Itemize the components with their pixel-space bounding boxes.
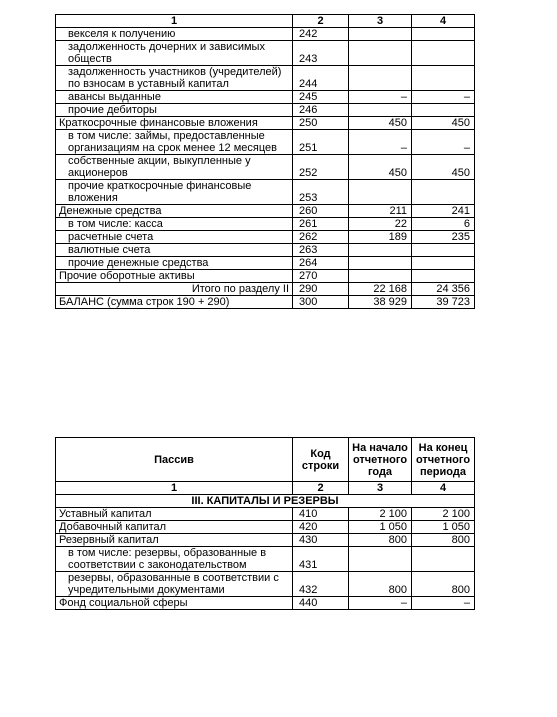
table-row xyxy=(56,205,475,218)
row-start-value: 211 xyxy=(349,205,412,218)
row-end-value: 450 xyxy=(412,155,475,180)
asset-table xyxy=(55,14,475,309)
row-end-value: 800 xyxy=(412,572,475,597)
table-row xyxy=(56,257,475,270)
row-code: 245 xyxy=(293,91,349,104)
row-start-value: 22 xyxy=(349,218,412,231)
row-code: 242 xyxy=(293,28,349,41)
row-label: Итого по разделу II xyxy=(56,283,293,296)
row-label: Денежные средства xyxy=(56,205,293,218)
row-label: валютные счета xyxy=(56,244,293,257)
table-row xyxy=(56,534,475,547)
row-label: прочие дебиторы xyxy=(56,104,293,117)
row-end-value xyxy=(412,41,475,66)
row-code: 440 xyxy=(293,597,349,610)
table-row xyxy=(56,572,475,597)
row-start-value: 450 xyxy=(349,117,412,130)
row-end-value xyxy=(412,270,475,283)
header-row xyxy=(56,438,475,482)
row-start-value xyxy=(349,547,412,572)
table-row xyxy=(56,41,475,66)
row-end-value: 39 723 xyxy=(412,296,475,309)
row-end-value: 1 050 xyxy=(412,521,475,534)
column-number-row xyxy=(56,482,475,495)
col-number: 3 xyxy=(349,15,412,28)
row-start-value: 800 xyxy=(349,534,412,547)
table-row xyxy=(56,547,475,572)
row-end-value: 800 xyxy=(412,534,475,547)
row-start-value xyxy=(349,180,412,205)
section-row xyxy=(56,495,475,508)
row-code: 243 xyxy=(293,41,349,66)
row-code: 430 xyxy=(293,534,349,547)
row-start-value: 22 168 xyxy=(349,283,412,296)
col-number: 4 xyxy=(412,482,475,495)
row-label: Краткосрочные финансовые вложения xyxy=(56,117,293,130)
table-row xyxy=(56,283,475,296)
row-code: 260 xyxy=(293,205,349,218)
row-end-value xyxy=(412,104,475,117)
row-code: 244 xyxy=(293,66,349,91)
table-row xyxy=(56,66,475,91)
row-code: 420 xyxy=(293,521,349,534)
table-row xyxy=(56,597,475,610)
column-number-row xyxy=(56,15,475,28)
col-number: 2 xyxy=(293,482,349,495)
row-code: 410 xyxy=(293,508,349,521)
liability-table xyxy=(55,437,475,610)
table-row xyxy=(56,91,475,104)
row-start-value: 450 xyxy=(349,155,412,180)
row-label: в том числе: займы, предоставленные организациям на срок менее 12 месяцев xyxy=(56,130,293,155)
row-label: в том числе: резервы, образованные в соответствии с законодательством xyxy=(56,547,293,572)
table-row xyxy=(56,130,475,155)
table-row xyxy=(56,508,475,521)
row-start-value: – xyxy=(349,130,412,155)
col-number: 1 xyxy=(56,482,293,495)
row-code: 246 xyxy=(293,104,349,117)
row-code: 263 xyxy=(293,244,349,257)
table-row xyxy=(56,117,475,130)
table-row xyxy=(56,244,475,257)
row-end-value: 2 100 xyxy=(412,508,475,521)
row-label: задолженность участников (учредителей) по взносам в уставный капитал xyxy=(56,66,293,91)
row-start-value xyxy=(349,28,412,41)
table-row xyxy=(56,270,475,283)
row-label: БАЛАНС (сумма строк 190 + 290) xyxy=(56,296,293,309)
row-end-value: – xyxy=(412,597,475,610)
row-label: авансы выданные xyxy=(56,91,293,104)
row-label: Уставный капитал xyxy=(56,508,293,521)
row-start-value: 1 050 xyxy=(349,521,412,534)
section-title: III. КАПИТАЛЫ И РЕЗЕРВЫ xyxy=(56,495,475,508)
table-row xyxy=(56,155,475,180)
col-number: 3 xyxy=(349,482,412,495)
row-end-value xyxy=(412,66,475,91)
row-start-value xyxy=(349,270,412,283)
row-start-value: – xyxy=(349,91,412,104)
row-start-value xyxy=(349,257,412,270)
table-row xyxy=(56,218,475,231)
row-start-value xyxy=(349,66,412,91)
row-code: 270 xyxy=(293,270,349,283)
passive-header: Пассив xyxy=(56,438,293,482)
col-number: 1 xyxy=(56,15,293,28)
row-label: резервы, образованные в соответствии с учредительными документами xyxy=(56,572,293,597)
col-number: 4 xyxy=(412,15,475,28)
row-start-value: 38 929 xyxy=(349,296,412,309)
table-row xyxy=(56,180,475,205)
table-row xyxy=(56,296,475,309)
row-label: собственные акции, выкупленные у акционеров xyxy=(56,155,293,180)
row-end-value xyxy=(412,547,475,572)
row-code: 250 xyxy=(293,117,349,130)
row-start-value: 189 xyxy=(349,231,412,244)
row-label: Резервный капитал xyxy=(56,534,293,547)
row-label: Фонд социальной сферы xyxy=(56,597,293,610)
row-code: 290 xyxy=(293,283,349,296)
row-start-value: 800 xyxy=(349,572,412,597)
table-row xyxy=(56,231,475,244)
start-header: На начало отчетного года xyxy=(349,438,412,482)
row-code: 253 xyxy=(293,180,349,205)
row-label: задолженность дочерних и зависимых обществ xyxy=(56,41,293,66)
row-end-value xyxy=(412,257,475,270)
row-end-value xyxy=(412,28,475,41)
table-row xyxy=(56,104,475,117)
row-end-value: 24 356 xyxy=(412,283,475,296)
row-end-value: 241 xyxy=(412,205,475,218)
row-start-value: – xyxy=(349,597,412,610)
row-code: 264 xyxy=(293,257,349,270)
row-label: в том числе: касса xyxy=(56,218,293,231)
row-label: прочие денежные средства xyxy=(56,257,293,270)
row-code: 252 xyxy=(293,155,349,180)
row-start-value xyxy=(349,41,412,66)
code-header: Код строки xyxy=(293,438,349,482)
row-start-value: 2 100 xyxy=(349,508,412,521)
table-row xyxy=(56,28,475,41)
row-label: векселя к получению xyxy=(56,28,293,41)
row-end-value: 6 xyxy=(412,218,475,231)
row-code: 431 xyxy=(293,547,349,572)
row-start-value xyxy=(349,104,412,117)
table-row xyxy=(56,521,475,534)
row-end-value xyxy=(412,244,475,257)
col-number: 2 xyxy=(293,15,349,28)
row-label: Прочие оборотные активы xyxy=(56,270,293,283)
row-label: расчетные счета xyxy=(56,231,293,244)
row-code: 251 xyxy=(293,130,349,155)
row-label: прочие краткосрочные финансовые вложения xyxy=(56,180,293,205)
row-end-value xyxy=(412,180,475,205)
row-end-value: – xyxy=(412,91,475,104)
row-label: Добавочный капитал xyxy=(56,521,293,534)
row-start-value xyxy=(349,244,412,257)
row-code: 262 xyxy=(293,231,349,244)
row-code: 300 xyxy=(293,296,349,309)
row-end-value: 235 xyxy=(412,231,475,244)
row-end-value: 450 xyxy=(412,117,475,130)
row-code: 432 xyxy=(293,572,349,597)
row-end-value: – xyxy=(412,130,475,155)
row-code: 261 xyxy=(293,218,349,231)
end-header: На конец отчетного периода xyxy=(412,438,475,482)
